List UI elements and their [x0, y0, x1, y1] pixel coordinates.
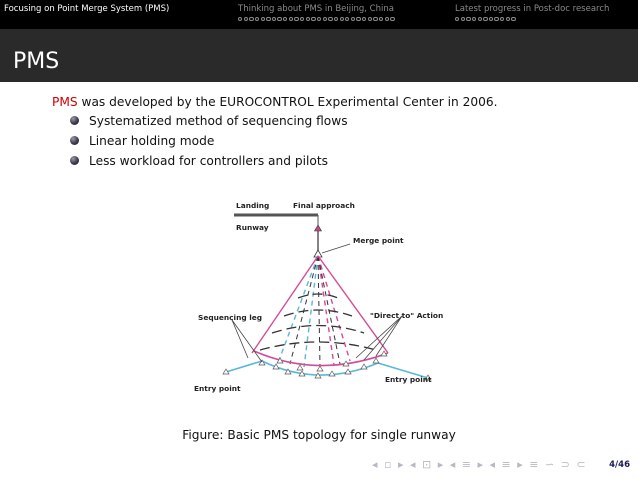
nav-section-label: Focusing on Point Merge System (PMS): [4, 4, 170, 14]
list-item: [70, 133, 348, 153]
bullet-ball-icon: [70, 136, 79, 145]
figure-caption: Figure: Basic PMS topology for single runway: [182, 428, 456, 442]
nav-section-label: Latest progress in Post-doc research: [455, 4, 610, 14]
bullet-text: Less workload for controllers and pilots: [89, 154, 328, 168]
intro-rest: was developed by the EUROCONTROL Experimental Center in 2006.: [77, 95, 498, 109]
label-sequencing-leg: Sequencing leg: [198, 313, 263, 322]
label-merge-point: Merge point: [353, 236, 404, 245]
sequencing-legs: [226, 351, 428, 378]
intro-highlight: PMS: [52, 95, 78, 109]
pms-topology-figure: [180, 186, 456, 398]
label-direct-to: "Direct to" Action: [370, 311, 444, 320]
bullet-text: Systematized method of sequencing flows: [89, 114, 348, 128]
page-number: 4/46: [609, 460, 630, 470]
bullet-ball-icon: [70, 116, 79, 125]
runway-group: [234, 215, 322, 252]
beamer-navigation-controls[interactable]: ◂ ▫ ▸ ◂ ⊡ ▸ ◂ ≡ ▸ ◂ ≡ ▸ ≡ ∽ ⊃ ⊂: [372, 458, 588, 471]
label-runway: Runway: [236, 223, 269, 232]
bullet-list: [70, 113, 348, 173]
converging-legs: [252, 256, 388, 353]
merge-point-icon: [314, 250, 322, 257]
label-entry-point-left: Entry point: [194, 384, 241, 393]
pms-diagram: [180, 186, 456, 398]
label-final-approach: Final approach: [293, 201, 355, 210]
equidistance-arcs: [260, 294, 376, 350]
bullet-ball-icon: [70, 156, 79, 165]
list-item: [70, 153, 348, 173]
nav-section-label: Thinking about PMS in Beijing, China: [238, 4, 394, 14]
bullet-text: Linear holding mode: [89, 134, 215, 148]
intro-text: [52, 94, 497, 110]
label-landing: Landing: [236, 201, 270, 210]
list-item: [70, 113, 348, 133]
slide-title: PMS: [13, 49, 60, 74]
final-waypoint-icon: [315, 225, 322, 231]
label-entry-point-right: Entry point: [385, 375, 432, 384]
direct-to-fan: [278, 256, 350, 367]
